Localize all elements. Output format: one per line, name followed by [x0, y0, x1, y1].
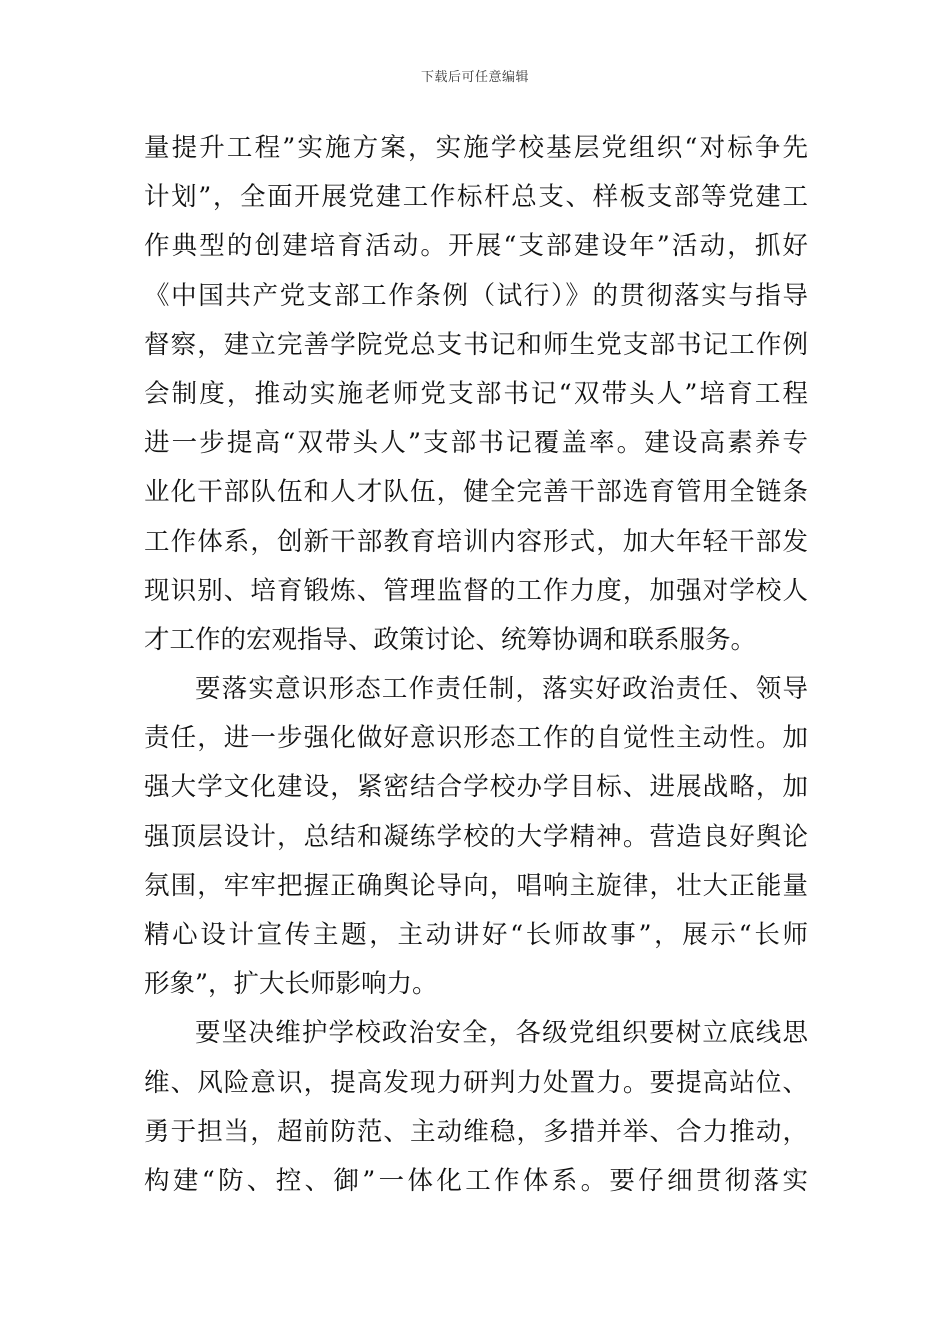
text-line: 维、风险意识，提高发现力研判力处置力。要提高站位、 — [144, 1067, 808, 1098]
text-line: 精心设计宣传主题，主动讲好“长师故事”，展示“长师 — [144, 920, 808, 950]
text-line: 进一步提高“双带头人”支部书记覆盖率。建设高素养专 — [144, 428, 808, 459]
text-line: 会制度，推动实施老师党支部书记“双带头人”培育工程 — [144, 378, 808, 409]
text-line: 才工作的宏观指导、政策讨论、统筹协调和联系服务。 — [144, 624, 757, 655]
text-line: 氛围，牢牢把握正确舆论导向，唱响主旋律，壮大正能量 — [144, 870, 808, 901]
text-line: 强顶层设计，总结和凝练学校的大学精神。营造良好舆论 — [144, 821, 808, 852]
text-line: 责任，进一步强化做好意识形态工作的自觉性主动性。加 — [144, 723, 808, 754]
text-line: 现识别、培育锻炼、管理监督的工作力度，加强对学校人 — [144, 575, 808, 606]
text-line: 业化干部队伍和人才队伍，健全完善干部选育管用全链条 — [144, 477, 808, 508]
text-line: 要坚决维护学校政治安全，各级党组织要树立底线思 — [195, 1018, 808, 1049]
text-line: 要落实意识形态工作责任制，落实好政治责任、领导 — [195, 674, 808, 705]
text-line: 计划”，全面开展党建工作标杆总支、样板支部等党建工 — [144, 182, 808, 213]
document-body — [144, 124, 808, 1206]
text-line: 勇于担当，超前防范、主动维稳，多措并举、合力推动， — [144, 1116, 808, 1147]
text-line: 强大学文化建设，紧密结合学校办学目标、进展战略，加 — [144, 772, 808, 803]
text-line: 《中国共产党支部工作条例（试行）》的贯彻落实与指导 — [144, 280, 808, 311]
text-line: 形象”，扩大长师影响力。 — [144, 969, 438, 1000]
text-line: 量提升工程”实施方案，实施学校基层党组织“对标争先 — [144, 133, 808, 163]
text-line: 构建“防、控、御”一体化工作体系。要仔细贯彻落实 — [144, 1165, 808, 1196]
text-line: 工作体系，创新干部教育培训内容形式，加大年轻干部发 — [144, 526, 808, 557]
text-line: 作典型的创建培育活动。开展“支部建设年”活动，抓好 — [144, 231, 808, 262]
page-header: 下载后可任意编辑 — [420, 70, 529, 85]
text-line: 督察，建立完善学院党总支书记和师生党支部书记工作例 — [144, 329, 808, 360]
